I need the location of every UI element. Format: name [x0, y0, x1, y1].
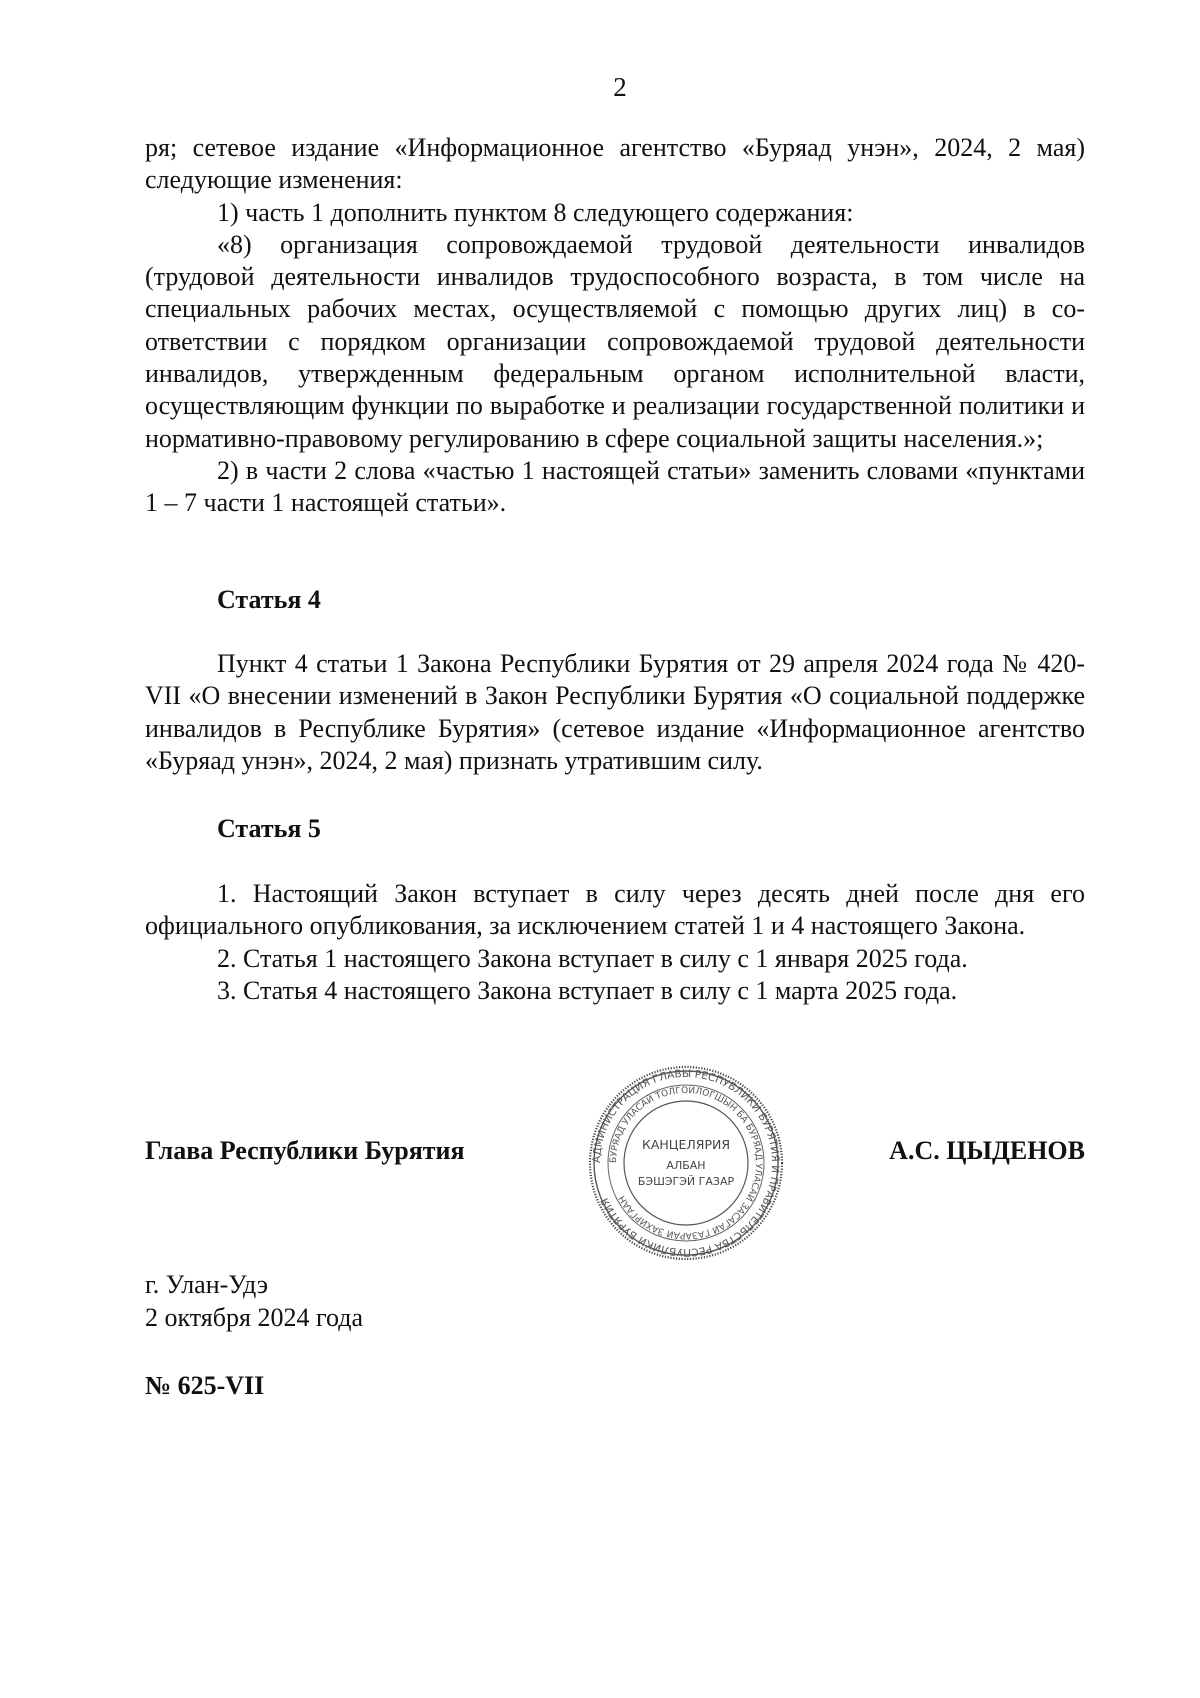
signatory-position: Глава Республики Бурятия [145, 1136, 465, 1165]
seal-center-line-1: КАНЦЕЛЯРИЯ [641, 1137, 731, 1152]
article5-paragraph-3: 3. Статья 4 настоящего Закона вступает в силу с 1 марта 2025 года. [217, 975, 958, 1005]
article4-text: Пункт 4 статьи 1 Закона Республики Бурятия от 29 апреля 2024 года № 420-VII «О внесении изменений в Закон Республики Бурятия «О социальной поддержке инвалидов в Республике Бурятия» (сетевое издание «Информационное агентство «Буряад унэн», 2024, 2 мая) признать утратившим силу. [145, 649, 1085, 775]
document-number: № 625-VII [145, 1371, 265, 1400]
seal-inner-text: БУРЯАД УЛАСАЙ ТОЛГОЙЛОГШЫН БА БУРЯАД УЛАСАЙ ЗАСАГАЙ ГАЗАРАЙ ЗАХИРГААН [608, 1085, 764, 1241]
article5-paragraph-1: 1. Настоящий Закон вступает в силу через десять дней после дня его официального опубликования, за исключением статей 1 и 4 настоящего Закона. [145, 879, 1085, 941]
date: 2 октября 2024 года [145, 1303, 363, 1332]
place-date-block [145, 1268, 363, 1334]
amendment-item-2: 2) в части 2 слова «частью 1 настоящей статьи» заменить словами «пунктами 1 – 7 части 1 настоящей статьи». [145, 455, 1085, 518]
seal-outer-text: АДМИНИСТРАЦИЯ ГЛАВЫ РЕСПУБЛИКИ БУРЯТИЯ И ПРАВИТЕЛЬСТВА РЕСПУБЛИКИ БУРЯТИЯ [590, 1067, 782, 1259]
article5-body [145, 878, 1085, 1007]
official-seal [586, 1065, 786, 1261]
article4-body [145, 648, 1085, 777]
page-number: 2 [613, 72, 627, 102]
place: г. Улан-Удэ [145, 1270, 269, 1299]
intro-line-1: ря; сетевое издание «Информационное агентство «Буряад унэн», 2024, 2 мая) [145, 133, 1085, 162]
seal-center-line-2: АЛБАН [666, 1159, 706, 1172]
amendment-item-1: 1) часть 1 дополнить пунктом 8 следующего содержания: [217, 197, 854, 227]
article5-heading: Статья 5 [217, 814, 321, 843]
article4-heading: Статья 4 [217, 585, 321, 614]
intro-line-2: следующие изменения: [145, 165, 403, 195]
signatory-name: А.С. ЦЫДЕНОВ [889, 1136, 1085, 1165]
amendment-item-1-text: «8) организация сопровождаемой трудовой деятельности инвалидов (трудовой деятельности инвалидов трудоспособного возраста, в том числе на специальных рабочих местах, осуществляемой с помощью других лиц) в соответствии с порядком организации сопровождаемой трудовой деятельности инвалидов, утвержденным федеральным органом исполнительной власти, осуществляющим функции по выработке и реализации государственной политики и нормативно-правовому регулированию в сфере социальной защиты населения.»; [145, 229, 1085, 453]
article5-paragraph-2: 2. Статья 1 настоящего Закона вступает в силу с 1 января 2025 года. [217, 943, 968, 973]
seal-center-line-3: БЭШЭГЭЙ ГАЗАР [637, 1175, 735, 1188]
article3-continuation [145, 132, 1085, 520]
